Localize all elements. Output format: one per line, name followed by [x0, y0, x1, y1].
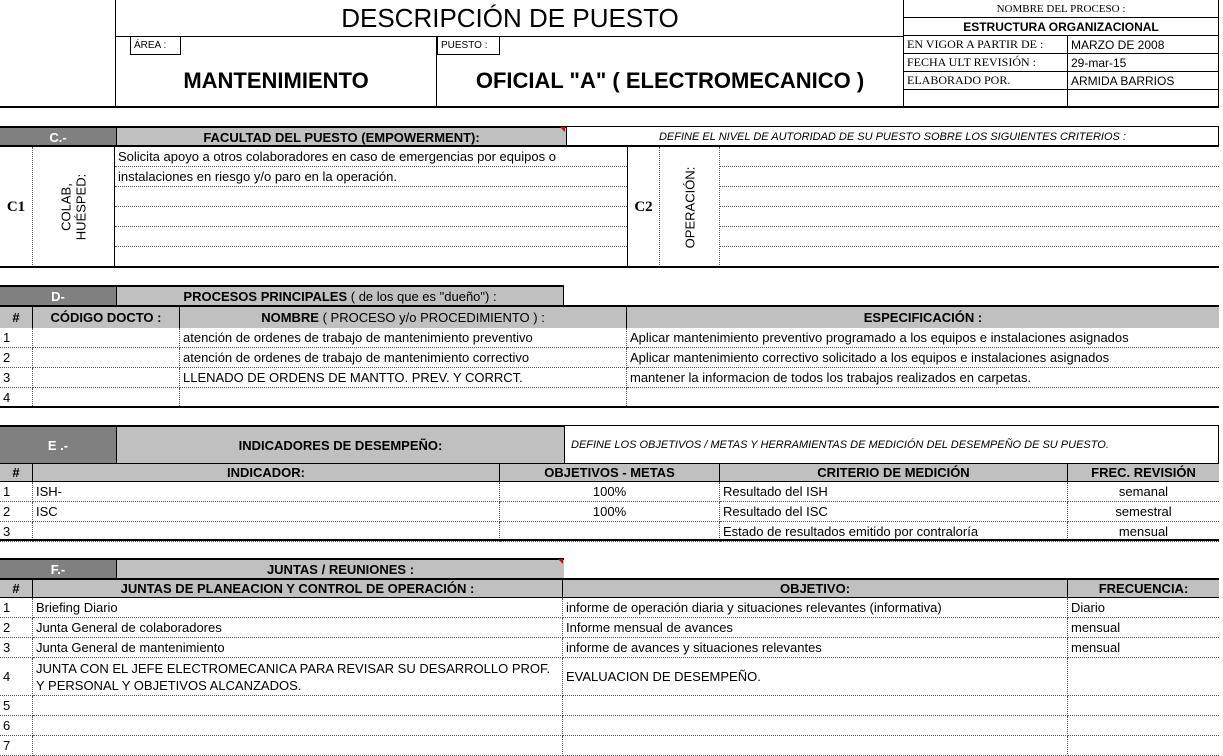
- c1-category-cell: [33, 147, 115, 267]
- section-d-title-cell: [116, 285, 564, 306]
- meeting-row-1-col-1: 1: [0, 598, 33, 618]
- section-f-code: F.-: [0, 558, 116, 579]
- c2-line-6[interactable]: [720, 247, 1219, 267]
- col-header-nombre: [180, 307, 627, 328]
- meeting-row-7-col-1: 7: [0, 736, 33, 756]
- c1-line-3[interactable]: [115, 187, 627, 207]
- col-header-indicador: INDICADOR:: [33, 463, 500, 482]
- c2-label: C2: [627, 147, 660, 267]
- meeting-row-2-col-3[interactable]: Informe mensual de avances: [563, 618, 1068, 638]
- indicator-row-2-col-5[interactable]: semestral: [1068, 502, 1219, 522]
- c1-category: COLAB, HUÉSPED:: [58, 173, 89, 241]
- meeting-row-5-col-1: 5: [0, 696, 33, 716]
- c1-line-2[interactable]: instalaciones en riesgo y/o paro en la operación.: [115, 167, 627, 187]
- col-header-nombre-suffix: ( PROCESO y/o PROCEDIMIENTO ) :: [318, 310, 545, 325]
- section-d-title-suffix: ( de los que es "dueño") :: [347, 289, 497, 304]
- section-e-note: DEFINE LOS OBJETIVOS / METAS Y HERRAMIENTAS DE MEDICIÓN DEL DESEMPEÑO DE SU PUESTO.: [564, 425, 1219, 464]
- indicator-row-2-col-1: 2: [0, 502, 33, 522]
- meeting-row-3-col-4[interactable]: mensual: [1068, 638, 1219, 658]
- process-row-2-col-4[interactable]: Aplicar mantenimiento correctivo solicitado a los equipos e instalaciones asignados: [627, 348, 1219, 368]
- area-value[interactable]: MANTENIMIENTO: [183, 68, 369, 93]
- indicator-row-1-col-3[interactable]: 100%: [500, 482, 720, 502]
- meeting-row-5-col-3[interactable]: [563, 696, 1068, 716]
- vigor-label: EN VIGOR A PARTIR DE :: [904, 36, 1068, 54]
- meeting-row-4-col-1: 4: [0, 658, 33, 696]
- process-row-3-col-2[interactable]: [33, 368, 180, 388]
- col-header-objetivo: OBJETIVO:: [563, 578, 1068, 598]
- indicator-row-1-col-1: 1: [0, 482, 33, 502]
- process-row-4-col-3[interactable]: [180, 388, 627, 408]
- meeting-row-6-col-4[interactable]: [1068, 716, 1219, 736]
- indicator-row-3-col-4[interactable]: Estado de resultados emitido por contraloría: [720, 522, 1068, 542]
- revision-label: FECHA ULT REVISIÓN :: [904, 54, 1068, 72]
- meeting-row-7-col-3[interactable]: [563, 736, 1068, 756]
- process-row-1-col-4[interactable]: Aplicar mantenimiento preventivo programado a los equipos e instalaciones asignados: [627, 328, 1219, 348]
- meeting-row-1-col-2[interactable]: Briefing Diario: [33, 598, 563, 618]
- process-row-4-col-4[interactable]: [627, 388, 1219, 408]
- c2-line-2[interactable]: [720, 167, 1219, 187]
- c1-line-5[interactable]: [115, 227, 627, 247]
- process-row-3-col-3[interactable]: LLENADO DE ORDENS DE MANTTO. PREV. Y CORRCT.: [180, 368, 627, 388]
- col-header-nombre-bold: NOMBRE: [261, 310, 319, 325]
- process-row-3-col-1: 3: [0, 368, 33, 388]
- section-d-title: PROCESOS PRINCIPALES: [183, 289, 348, 304]
- c2-line-4[interactable]: [720, 207, 1219, 227]
- section-c-note: DEFINE EL NIVEL DE AUTORIDAD DE SU PUESTO SOBRE LOS SIGUIENTES CRITERIOS :: [566, 126, 1219, 147]
- process-row-4-col-1: 4: [0, 388, 33, 408]
- indicator-row-2-col-4[interactable]: Resultado del ISC: [720, 502, 1068, 522]
- indicator-row-2-col-2[interactable]: ISC: [33, 502, 500, 522]
- meeting-row-5-col-2[interactable]: [33, 696, 563, 716]
- indicator-row-1-col-4[interactable]: Resultado del ISH: [720, 482, 1068, 502]
- section-e-title: INDICADORES DE DESEMPEÑO:: [116, 425, 564, 464]
- meeting-row-2-col-4[interactable]: mensual: [1068, 618, 1219, 638]
- col-header-frecuencia: FREC. REVISIÓN: [1068, 463, 1219, 482]
- puesto-value[interactable]: OFICIAL "A" ( ELECTROMECANICO ): [475, 68, 865, 93]
- indicator-row-3-col-5[interactable]: mensual: [1068, 522, 1219, 542]
- divider: [0, 406, 1219, 408]
- process-row-2-col-1: 2: [0, 348, 33, 368]
- meeting-row-7-col-2[interactable]: [33, 736, 563, 756]
- process-row-1-col-2[interactable]: [33, 328, 180, 348]
- elaborado-label: ELABORADO POR.: [904, 72, 1068, 90]
- proceso-value[interactable]: ESTRUCTURA ORGANIZACIONAL: [904, 18, 1218, 36]
- section-e-code: E .-: [0, 425, 116, 464]
- page-title: DESCRIPCIÓN DE PUESTO: [116, 0, 904, 37]
- c2-category-cell: [660, 147, 720, 267]
- c1-line-1[interactable]: Solicita apoyo a otros colaboradores en caso de emergencias por equipos o: [115, 147, 627, 167]
- col-header-number: #: [0, 463, 33, 482]
- c2-line-5[interactable]: [720, 227, 1219, 247]
- col-header-criterio: CRITERIO DE MEDICIÓN: [720, 463, 1068, 482]
- empty-cell[interactable]: [904, 90, 1068, 107]
- col-header-codigo: CÓDIGO DOCTO :: [33, 307, 180, 328]
- process-row-2-col-3[interactable]: atención de ordenes de trabajo de mantenimiento correctivo: [180, 348, 627, 368]
- meeting-row-6-col-1: 6: [0, 716, 33, 736]
- divider: [0, 266, 1219, 268]
- meeting-row-4-col-4[interactable]: [1068, 658, 1219, 696]
- elaborado-value[interactable]: ARMIDA BARRIOS: [1068, 72, 1218, 90]
- c1-line-6[interactable]: [115, 247, 627, 267]
- col-header-frecuencia: FRECUENCIA:: [1068, 578, 1219, 598]
- meeting-row-1-col-4[interactable]: Diario: [1068, 598, 1219, 618]
- col-header-especificacion: ESPECIFICACIÓN :: [627, 307, 1219, 328]
- puesto-label: PUESTO :: [437, 37, 500, 55]
- divider: [1218, 0, 1219, 108]
- meeting-row-4-col-2[interactable]: JUNTA CON EL JEFE ELECTROMECANICA PARA REVISAR SU DESARROLLO PROF. Y PERSONAL Y OBJETIVOS ALCANZADOS.: [33, 658, 563, 696]
- process-row-1-col-3[interactable]: atención de ordenes de trabajo de mantenimiento preventivo: [180, 328, 627, 348]
- col-header-juntas: JUNTAS DE PLANEACION Y CONTROL DE OPERACIÓN :: [33, 578, 563, 598]
- section-d-code: D-: [0, 285, 116, 306]
- proceso-label: NOMBRE DEL PROCESO :: [904, 0, 1218, 18]
- indicator-row-3-col-1: 3: [0, 522, 33, 542]
- indicator-row-2-col-3[interactable]: 100%: [500, 502, 720, 522]
- col-header-objetivos: OBJETIVOS - METAS: [500, 463, 720, 482]
- c2-category: OPERACIÓN:: [682, 166, 697, 248]
- comment-indicator-icon: [560, 127, 565, 132]
- meeting-row-5-col-4[interactable]: [1068, 696, 1219, 716]
- logo-cell: [0, 0, 116, 108]
- section-c-code: C.-: [0, 126, 116, 147]
- c2-line-3[interactable]: [720, 187, 1219, 207]
- meeting-row-2-col-2[interactable]: Junta General de colaboradores: [33, 618, 563, 638]
- section-f-title: JUNTAS / REUNIONES :: [116, 558, 564, 579]
- area-label: ÁREA :: [130, 37, 181, 55]
- col-header-number: #: [0, 307, 33, 328]
- process-row-2-col-2[interactable]: [33, 348, 180, 368]
- indicator-row-1-col-2[interactable]: ISH-: [33, 482, 500, 502]
- meeting-row-1-col-3[interactable]: informe de operación diaria y situaciones relevantes (informativa): [563, 598, 1068, 618]
- meeting-row-3-col-3[interactable]: informe de avances y situaciones relevantes: [563, 638, 1068, 658]
- divider: [0, 539, 1219, 541]
- c2-line-1[interactable]: [720, 147, 1219, 167]
- process-row-3-col-4[interactable]: mantener la informacion de todos los trabajos realizados en carpetas.: [627, 368, 1219, 388]
- meeting-row-6-col-2[interactable]: [33, 716, 563, 736]
- vigor-value[interactable]: MARZO DE 2008: [1068, 36, 1218, 54]
- revision-value[interactable]: 29-mar-15: [1068, 54, 1218, 72]
- meeting-row-2-col-1: 2: [0, 618, 33, 638]
- c1-line-4[interactable]: [115, 207, 627, 227]
- col-header-number: #: [0, 578, 33, 598]
- meeting-row-6-col-3[interactable]: [563, 716, 1068, 736]
- indicator-row-1-col-5[interactable]: semanal: [1068, 482, 1219, 502]
- divider: [0, 106, 1219, 108]
- meeting-row-7-col-4[interactable]: [1068, 736, 1219, 756]
- process-row-4-col-2[interactable]: [33, 388, 180, 408]
- meeting-row-4-col-3[interactable]: EVALUACION DE DESEMPEÑO.: [563, 658, 1068, 696]
- meeting-row-3-col-1: 3: [0, 638, 33, 658]
- meeting-row-3-col-2[interactable]: Junta General de mantenimiento: [33, 638, 563, 658]
- comment-indicator-icon: [558, 559, 563, 564]
- process-row-1-col-1: 1: [0, 328, 33, 348]
- section-c-title: FACULTAD DEL PUESTO (EMPOWERMENT):: [116, 126, 566, 147]
- c1-label: C1: [0, 147, 33, 267]
